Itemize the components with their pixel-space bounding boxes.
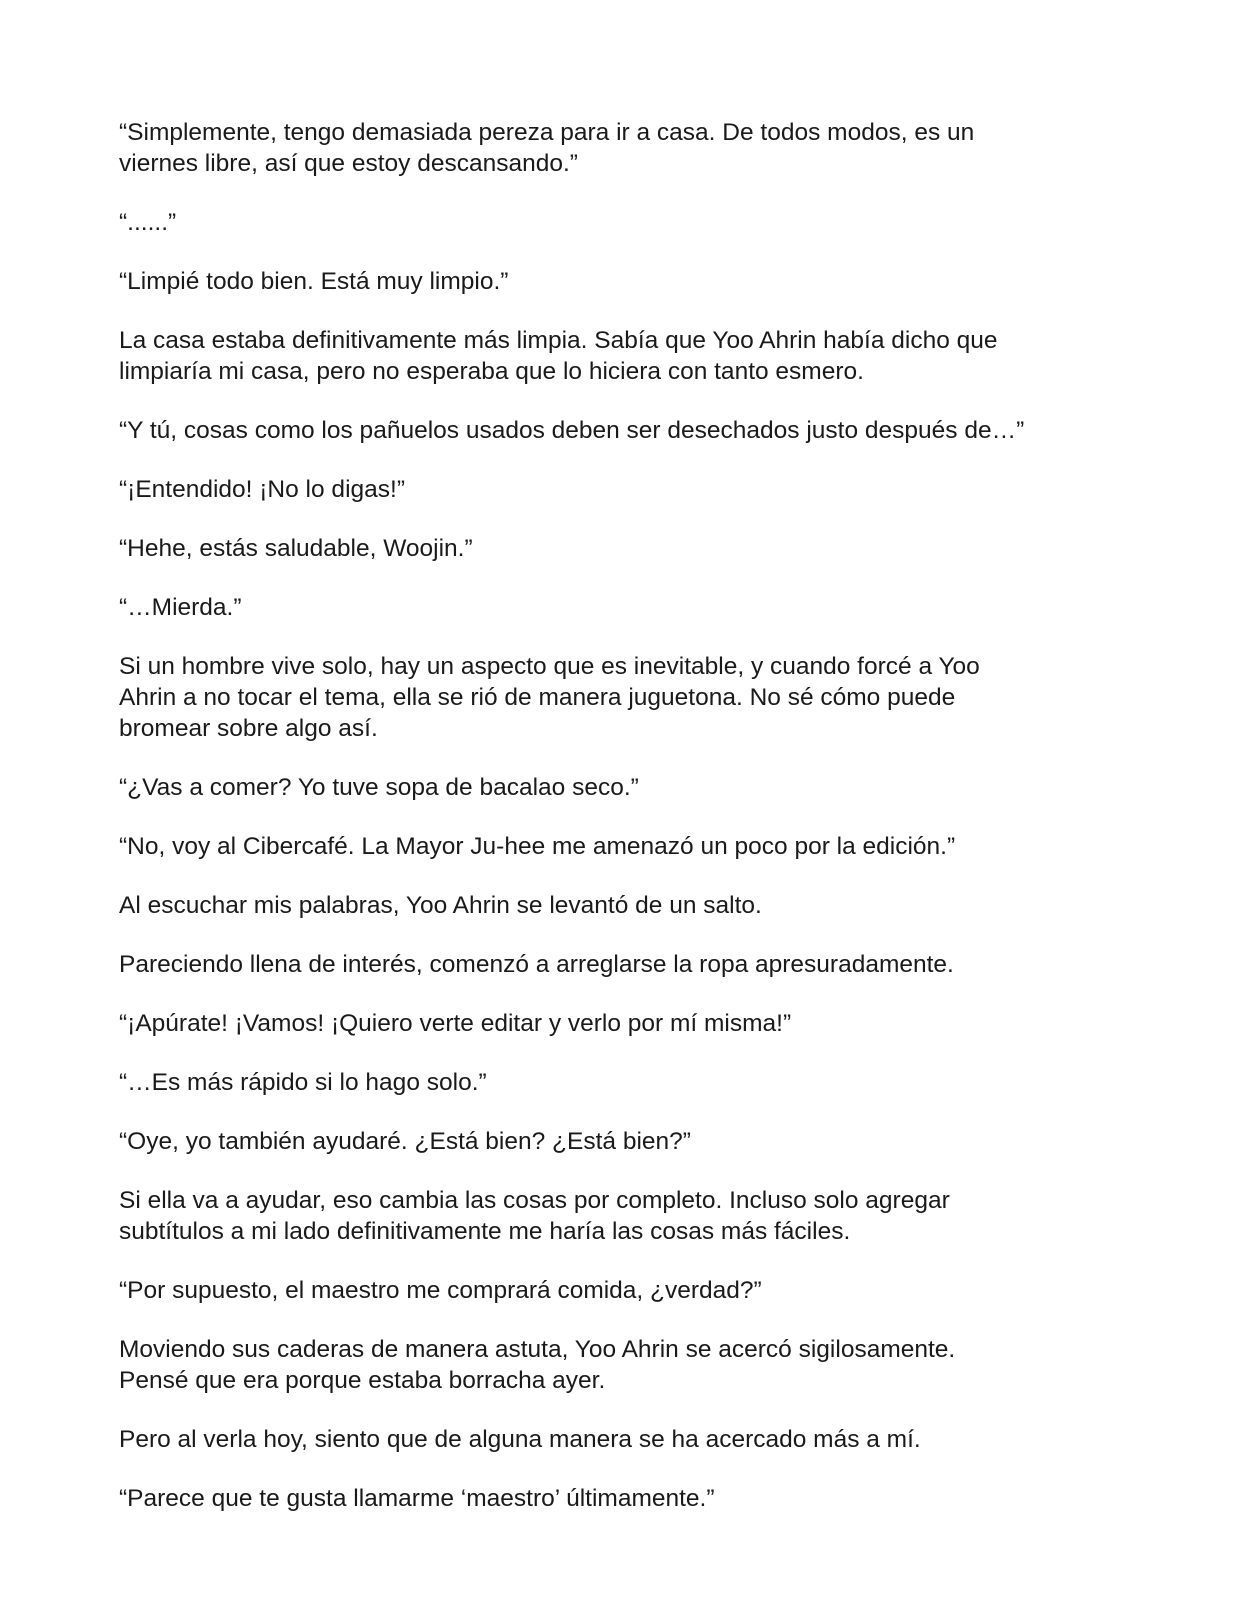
paragraph — [119, 1067, 1129, 1098]
text-line: “Limpié todo bien. Está muy limpio.” — [119, 268, 509, 295]
text-line: bromear sobre algo así. — [119, 715, 378, 742]
text-line: “¡Apúrate! ¡Vamos! ¡Quiero verte editar y verlo por mí misma!” — [119, 1010, 792, 1037]
paragraph — [119, 207, 1129, 238]
text-line: “Por supuesto, el maestro me comprará comida, ¿verdad?” — [119, 1277, 762, 1304]
paragraph — [119, 325, 1129, 387]
paragraph — [119, 1185, 1129, 1247]
text-line: “Parece que te gusta llamarme ‘maestro’ últimamente.” — [119, 1485, 715, 1512]
paragraph — [119, 1483, 1129, 1514]
paragraph — [119, 1008, 1129, 1039]
text-line: viernes libre, así que estoy descansando.” — [119, 150, 578, 177]
text-line: “Hehe, estás saludable, Woojin.” — [119, 535, 473, 562]
text-line: Si un hombre vive solo, hay un aspecto que es inevitable, y cuando forcé a Yoo — [119, 653, 980, 680]
paragraph — [119, 1275, 1129, 1306]
text-line: “¿Vas a comer? Yo tuve sopa de bacalao seco.” — [119, 774, 639, 801]
paragraph — [119, 651, 1129, 744]
paragraph — [119, 772, 1129, 803]
text-line: subtítulos a mi lado definitivamente me haría las cosas más fáciles. — [119, 1218, 851, 1245]
paragraph — [119, 415, 1129, 446]
document-body — [119, 117, 1129, 1542]
paragraph — [119, 1334, 1129, 1396]
text-line: “Simplemente, tengo demasiada pereza para ir a casa. De todos modos, es un — [119, 119, 975, 146]
text-line: Si ella va a ayudar, eso cambia las cosas por completo. Incluso solo agregar — [119, 1187, 950, 1214]
paragraph — [119, 117, 1129, 179]
text-line: “No, voy al Cibercafé. La Mayor Ju-hee me amenazó un poco por la edición.” — [119, 833, 956, 860]
text-line: “Oye, yo también ayudaré. ¿Está bien? ¿Está bien?” — [119, 1128, 691, 1155]
text-line: Pareciendo llena de interés, comenzó a arreglarse la ropa apresuradamente. — [119, 951, 954, 978]
text-line: Moviendo sus caderas de manera astuta, Yoo Ahrin se acercó sigilosamente. — [119, 1336, 956, 1363]
paragraph — [119, 533, 1129, 564]
text-line: Al escuchar mis palabras, Yoo Ahrin se levantó de un salto. — [119, 892, 762, 919]
paragraph — [119, 1424, 1129, 1455]
paragraph — [119, 592, 1129, 623]
text-line: “......” — [119, 209, 177, 236]
text-line: “¡Entendido! ¡No lo digas!” — [119, 476, 405, 503]
text-line: “Y tú, cosas como los pañuelos usados deben ser desechados justo después de…” — [119, 417, 1025, 444]
text-line: La casa estaba definitivamente más limpia. Sabía que Yoo Ahrin había dicho que — [119, 327, 998, 354]
text-line: Pero al verla hoy, siento que de alguna manera se ha acercado más a mí. — [119, 1426, 921, 1453]
paragraph — [119, 266, 1129, 297]
paragraph — [119, 949, 1129, 980]
text-line: Pensé que era porque estaba borracha ayer. — [119, 1367, 606, 1394]
paragraph — [119, 890, 1129, 921]
text-line: “…Es más rápido si lo hago solo.” — [119, 1069, 487, 1096]
text-line: limpiaría mi casa, pero no esperaba que lo hiciera con tanto esmero. — [119, 358, 864, 385]
paragraph — [119, 474, 1129, 505]
text-line: Ahrin a no tocar el tema, ella se rió de manera juguetona. No sé cómo puede — [119, 684, 956, 711]
text-line: “…Mierda.” — [119, 594, 242, 621]
paragraph — [119, 1126, 1129, 1157]
paragraph — [119, 831, 1129, 862]
